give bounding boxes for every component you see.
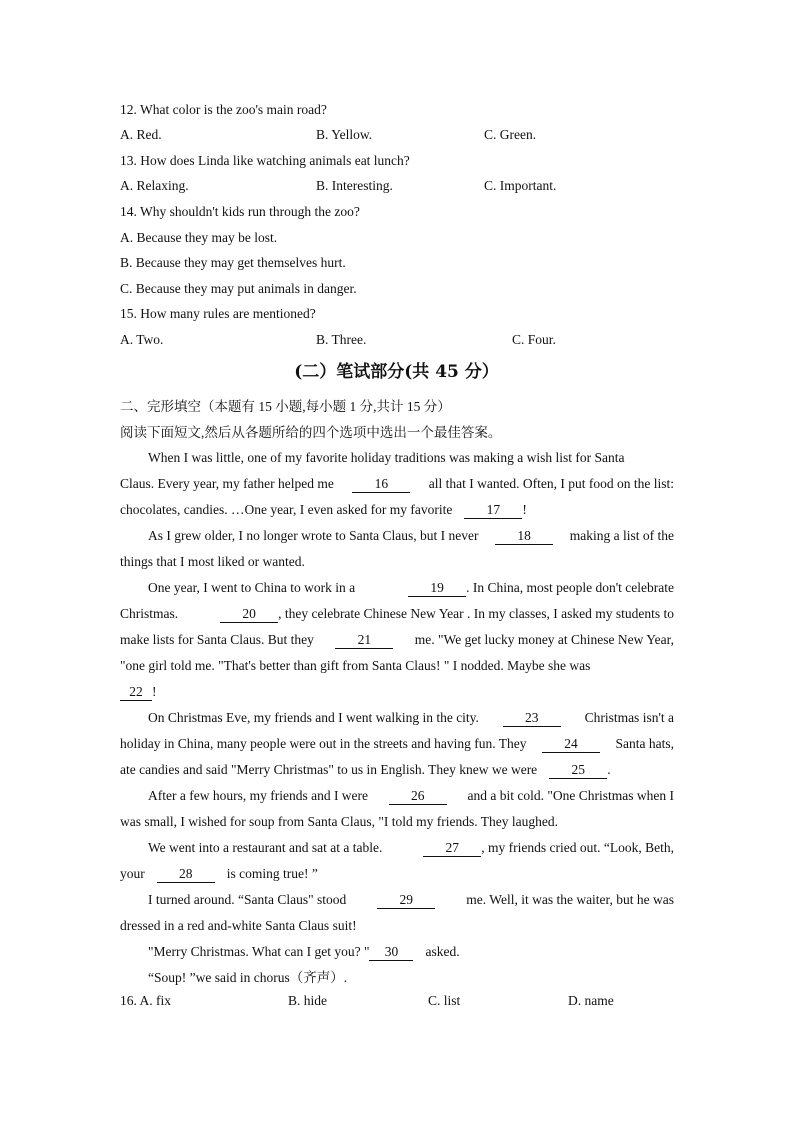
passage-line — [120, 965, 674, 991]
blank-19: 19 — [408, 580, 466, 597]
passage-line — [120, 471, 674, 497]
blank-20: 20 — [220, 606, 278, 623]
q12-option-a: A. Red. — [120, 127, 162, 142]
cloze-heading: 二、完形填空（本题有 15 小题,每小题 1 分,共计 15 分） — [120, 399, 451, 414]
passage-line — [120, 497, 674, 523]
section-title: (二）笔试部分(共 45 分） — [294, 362, 499, 382]
q16-option-a: 16. A. fix — [120, 993, 172, 1008]
line-text: Christmas isn't a — [584, 710, 674, 725]
line-text: One year, I went to China to work in a — [148, 580, 356, 595]
passage-line — [120, 861, 674, 887]
passage-line — [120, 523, 674, 549]
blank-23: 23 — [503, 710, 561, 727]
line-text: all that I wanted. Often, I put food on the list: — [428, 476, 674, 491]
line-text: things that I most liked or wanted. — [120, 554, 305, 569]
question-15: 15. How many rules are mentioned? — [120, 306, 316, 321]
blank-26: 26 — [389, 788, 447, 805]
line-text: chocolates, candies. …One year, I even asked for my favorite — [120, 502, 453, 517]
line-text: your — [120, 866, 145, 881]
passage-line — [120, 653, 674, 679]
q16-option-d: D. name — [568, 993, 614, 1008]
blank-27: 27 — [423, 840, 481, 857]
line-text: is coming true! ” — [226, 866, 318, 881]
line-text: Christmas. — [120, 606, 179, 621]
passage-line — [120, 913, 674, 939]
line-text: make lists for Santa Claus. But they — [120, 632, 314, 647]
line-text: "Merry Christmas. What can I get you? " — [148, 944, 370, 959]
blank-group — [408, 575, 674, 601]
cloze-passage — [120, 445, 674, 991]
q14-option-c: C. Because they may put animals in danger. — [120, 281, 357, 296]
line-text: Santa hats, — [615, 736, 674, 751]
line-text: me. Well, it was the waiter, but he was — [466, 892, 674, 907]
q13-option-b: B. Interesting. — [316, 178, 393, 193]
blank-16: 16 — [352, 476, 410, 493]
line-text: me. "We get lucky money at Chinese New Year, — [414, 632, 674, 647]
blank-18: 18 — [495, 528, 553, 545]
blank-29: 29 — [377, 892, 435, 909]
line-text: dressed in a red and-white Santa Claus suit! — [120, 918, 357, 933]
line-text: ate candies and said "Merry Christmas" to us in English. They knew we were — [120, 762, 538, 777]
blank-24: 24 — [542, 736, 600, 753]
question-13: 13. How does Linda like watching animals eat lunch? — [120, 153, 410, 168]
line-text: Claus. Every year, my father helped me — [120, 476, 334, 491]
passage-line — [120, 445, 674, 471]
question-12: 12. What color is the zoo's main road? — [120, 102, 327, 117]
q16-option-c: C. list — [428, 993, 461, 1008]
passage-line — [120, 731, 674, 757]
line-text: . — [607, 762, 611, 777]
blank-group — [423, 835, 674, 861]
line-text: making a list of the — [569, 528, 674, 543]
line-text: ! — [522, 502, 527, 517]
q12-option-c: C. Green. — [484, 127, 537, 142]
passage-line — [120, 627, 674, 653]
passage-line — [120, 783, 674, 809]
cloze-instruction: 阅读下面短文,然后从各题所给的四个选项中选出一个最佳答案。 — [120, 425, 502, 440]
line-text: was small, I wished for soup from Santa Claus, "I told my friends. They laughed. — [120, 814, 558, 829]
q15-option-a: A. Two. — [120, 332, 164, 347]
line-text: asked. — [425, 944, 460, 959]
passage-line — [120, 575, 674, 601]
question-14: 14. Why shouldn't kids run through the zoo? — [120, 204, 360, 219]
line-text: "one girl told me. "That's better than gift from Santa Claus! " I nodded. Maybe she was — [120, 658, 591, 673]
q14-option-b: B. Because they may get themselves hurt. — [120, 255, 346, 270]
line-text: , my friends cried out. “Look, Beth, — [481, 840, 674, 855]
line-text: “Soup! ”we said in chorus（齐声）. — [148, 970, 348, 985]
passage-line — [120, 549, 674, 575]
passage-line — [120, 809, 674, 835]
blank-group — [220, 601, 674, 627]
passage-line — [120, 705, 674, 731]
line-text: After a few hours, my friends and I were — [148, 788, 369, 803]
passage-line — [120, 835, 674, 861]
line-text: . In China, most people don't celebrate — [466, 580, 674, 595]
passage-line — [120, 757, 674, 783]
line-text: and a bit cold. "One Christmas when I — [467, 788, 674, 803]
q15-option-c: C. Four. — [512, 332, 556, 347]
q15-option-b: B. Three. — [316, 332, 367, 347]
line-text: ! — [152, 684, 157, 699]
line-text: holiday in China, many people were out in the streets and having fun. They — [120, 736, 527, 751]
q13-option-a: A. Relaxing. — [120, 178, 189, 193]
line-text: As I grew older, I no longer wrote to Santa Claus, but I never — [148, 528, 479, 543]
line-text: On Christmas Eve, my friends and I went walking in the city. — [148, 710, 479, 725]
line-text: , they celebrate Chinese New Year . In my classes, I asked my students to — [278, 606, 674, 621]
blank-30: 30 — [369, 944, 413, 961]
q12-option-b: B. Yellow. — [316, 127, 373, 142]
passage-line — [120, 679, 674, 705]
blank-17: 17 — [464, 502, 522, 519]
blank-21: 21 — [335, 632, 393, 649]
blank-25: 25 — [549, 762, 607, 779]
blank-22: 22 — [120, 684, 152, 701]
passage-line — [120, 939, 674, 965]
blank-28: 28 — [157, 866, 215, 883]
passage-line — [120, 601, 674, 627]
q16-option-b: B. hide — [288, 993, 327, 1008]
passage-line — [120, 887, 674, 913]
line-text: I turned around. “Santa Claus" stood — [148, 892, 347, 907]
q14-option-a: A. Because they may be lost. — [120, 230, 278, 245]
q13-option-c: C. Important. — [484, 178, 557, 193]
line-text: When I was little, one of my favorite holiday traditions was making a wish list for Santa — [148, 450, 625, 465]
line-text: We went into a restaurant and sat at a table. — [148, 840, 383, 855]
